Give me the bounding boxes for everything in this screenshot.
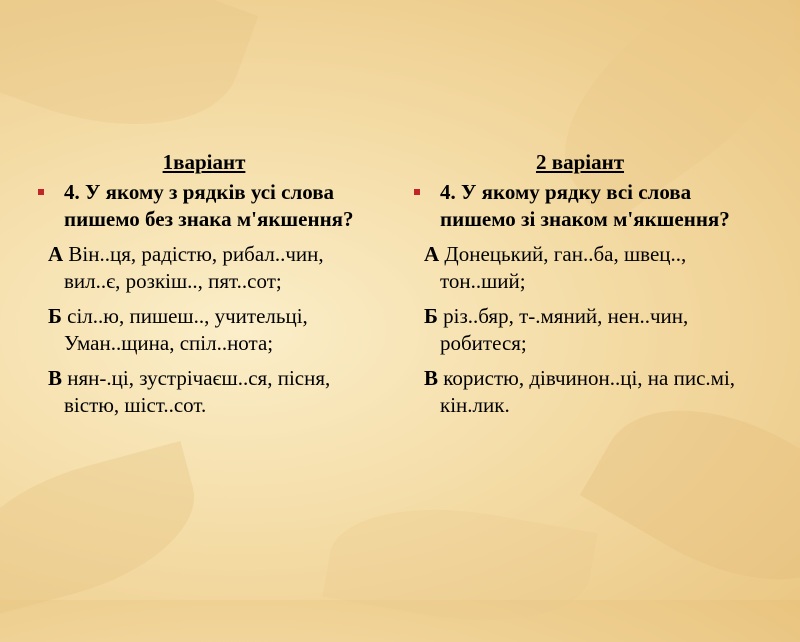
answer-letter: А <box>424 242 440 266</box>
answer-letter: А <box>48 242 64 266</box>
answer-text: Донецький, ган..ба, швец.., тон..ший; <box>440 242 687 293</box>
variant-1-question <box>34 179 384 233</box>
variant-1-answer-b <box>34 303 384 357</box>
variant-1-answer-c <box>34 365 384 419</box>
variant-1-question-text: 4. У якому з рядків усі слова пишемо без знака м'якшення? <box>64 180 354 231</box>
variant-2-question <box>410 179 760 233</box>
variant-1-heading: 1варіант <box>162 150 246 174</box>
answer-text: користю, дівчинон..ці, на пис.мі, кін.лик. <box>440 366 736 417</box>
answer-text: різ..бяр, т-.мяний, нен..чин, робитеся; <box>440 304 689 355</box>
answer-text: Він..ця, радістю, рибал..чин, вил..є, розкіш.., пят..сот; <box>64 242 324 293</box>
answer-letter: В <box>48 366 63 390</box>
variant-1-column <box>34 150 384 419</box>
answer-letter: Б <box>424 304 438 328</box>
variant-2-question-text: 4. У якому рядку всі слова пишемо зі знаком м'якшення? <box>440 180 730 231</box>
variant-2-answer-b <box>410 303 760 357</box>
answer-letter: В <box>424 366 439 390</box>
bullet-icon <box>414 189 420 195</box>
answer-text: нян-.ці, зустрічаєш..ся, пісня, вістю, шіст..сот. <box>64 366 331 417</box>
variant-1-answer-a <box>34 241 384 295</box>
variant-2-answer-a <box>410 241 760 295</box>
background-leaf-decoration <box>0 441 211 619</box>
variant-2-heading: 2 варіант <box>535 150 625 174</box>
variant-2-answer-c <box>410 365 760 419</box>
background-leaf-decoration <box>322 488 597 641</box>
bullet-icon <box>38 189 44 195</box>
background-leaf-decoration <box>0 0 258 166</box>
variant-2-column <box>410 150 760 419</box>
answer-text: сіл..ю, пишеш.., учительці, Уман..щина, спіл..нота; <box>64 304 308 355</box>
answer-letter: Б <box>48 304 62 328</box>
